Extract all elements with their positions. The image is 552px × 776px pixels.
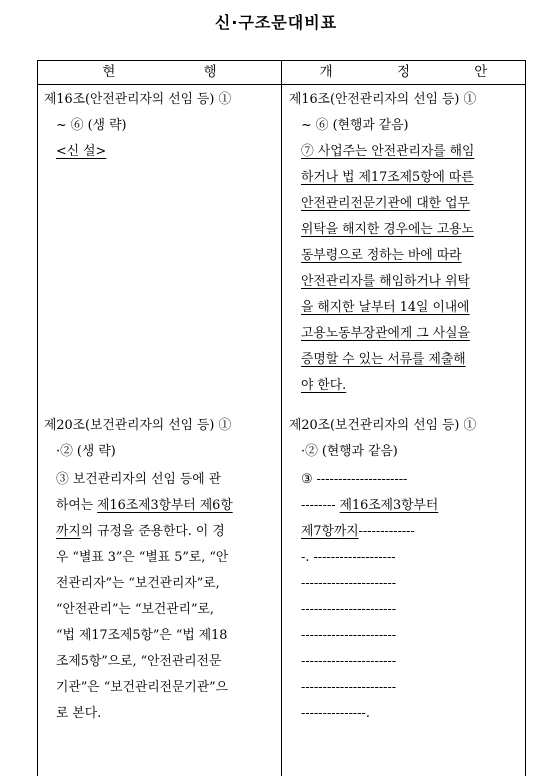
left-art20-p3-line3-a: 까지 <box>56 524 81 539</box>
right-art20-p3-line9: ---------------------- <box>301 680 397 695</box>
right-art20-p3-line6: ---------------------- <box>301 602 397 617</box>
left-art20-p3-line10: 로 본다. <box>56 706 102 721</box>
column-divider <box>281 61 282 776</box>
right-art20-p3-line3 <box>301 519 415 545</box>
right-art20-p3-line4: -. ------------------- <box>301 550 396 565</box>
right-art16-line1: 제16조(안전관리자의 선임 등) ① <box>289 92 477 107</box>
left-art20-p3-line9: 기관”은 “보건관리전문기관”으 <box>56 680 229 695</box>
left-art20-p3-line7: “법 제17조제5항”은 “법 제18 <box>56 628 228 643</box>
right-art20-p3-line5: ---------------------- <box>301 576 397 591</box>
right-art16-p7-line: 동부령으로 정하는 바에 따라 <box>301 248 462 263</box>
header-current: 현 행 <box>102 64 259 80</box>
right-art20-p3-line3-b: ------------- <box>358 524 415 539</box>
right-art20-p3-line1: ③ --------------------- <box>301 472 408 487</box>
right-art20-p3-line8: ---------------------- <box>301 654 397 669</box>
header-revised: 개 정 안 <box>319 64 518 80</box>
table-header <box>38 61 525 85</box>
right-art20-line2: ·② (현행과 같음) <box>301 444 398 459</box>
left-art20-p3-line2-a: 하여는 <box>56 498 98 513</box>
left-art20-p3-line3 <box>56 519 225 545</box>
right-art16-p7-line: 고용노동부장관에게 그 사실을 <box>301 326 470 341</box>
right-art16-p7-line: 을 해지한 날부터 14일 이내에 <box>301 300 470 315</box>
right-art16-p7-line: 위탁을 해지한 경우에는 고용노 <box>301 222 474 237</box>
left-art20-p3-line2 <box>56 493 233 519</box>
right-art16-p7-line: 하거나 법 제17조제5항에 따른 <box>301 170 474 185</box>
left-art20-p3-line8: 조제5항”으로, “안전관리전문 <box>56 654 222 669</box>
left-art20-p3-line5: 전관리자”는 “보건관리자”로, <box>56 576 220 591</box>
right-art20-p3-line10: ---------------. <box>301 706 370 721</box>
right-art16-p7-line: 증명할 수 있는 서류를 제출해 <box>301 352 466 367</box>
left-art20-line1: 제20조(보건관리자의 선임 등) ① <box>44 418 232 433</box>
document-title: 신·구조문대비표 <box>214 13 338 32</box>
right-art16-p7-line: 야 한다. <box>301 378 347 393</box>
right-art20-p3-line2-b: 제16조제3항부터 <box>339 498 439 513</box>
right-art20-p3-line2 <box>301 493 438 519</box>
right-art20-p3-line2-a: -------- <box>301 498 340 513</box>
left-art16-line1: 제16조(안전관리자의 선임 등) ① <box>44 92 232 107</box>
right-art16-p7-line: ⑦ 사업주는 안전관리자를 해임 <box>301 144 475 159</box>
right-art20-p3-line7: ---------------------- <box>301 628 397 643</box>
left-art20-p3-line1: ③ 보건관리자의 선임 등에 관 <box>56 472 222 487</box>
right-art16-p7-line: 안전관리전문기관에 대한 업무 <box>301 196 470 211</box>
right-art16-p7-line: 안전관리자를 해임하거나 위탁 <box>301 274 470 289</box>
left-art16-new: <신 설> <box>56 144 107 159</box>
comparison-table <box>37 60 526 776</box>
right-art20-p3-line3-a: 제7항까지 <box>301 524 359 539</box>
right-art20-line1: 제20조(보건관리자의 선임 등) ① <box>289 418 477 433</box>
left-art20-p3-line2-b: 제16조제3항부터 제6항 <box>97 498 233 513</box>
right-art16-line2: ~ ⑥ (현행과 같음) <box>301 118 409 133</box>
left-art20-p3-line3-b: 의 규정을 준용한다. 이 경 <box>80 524 225 539</box>
left-art20-p3-line4: 우 “별표 3”은 “별표 5”로, “안 <box>56 550 229 565</box>
left-art16-line2: ~ ⑥ (생 략) <box>56 118 127 133</box>
left-art20-line2: ·② (생 략) <box>56 444 116 459</box>
left-art20-p3-line6: “안전관리”는 “보건관리”로, <box>56 602 214 617</box>
